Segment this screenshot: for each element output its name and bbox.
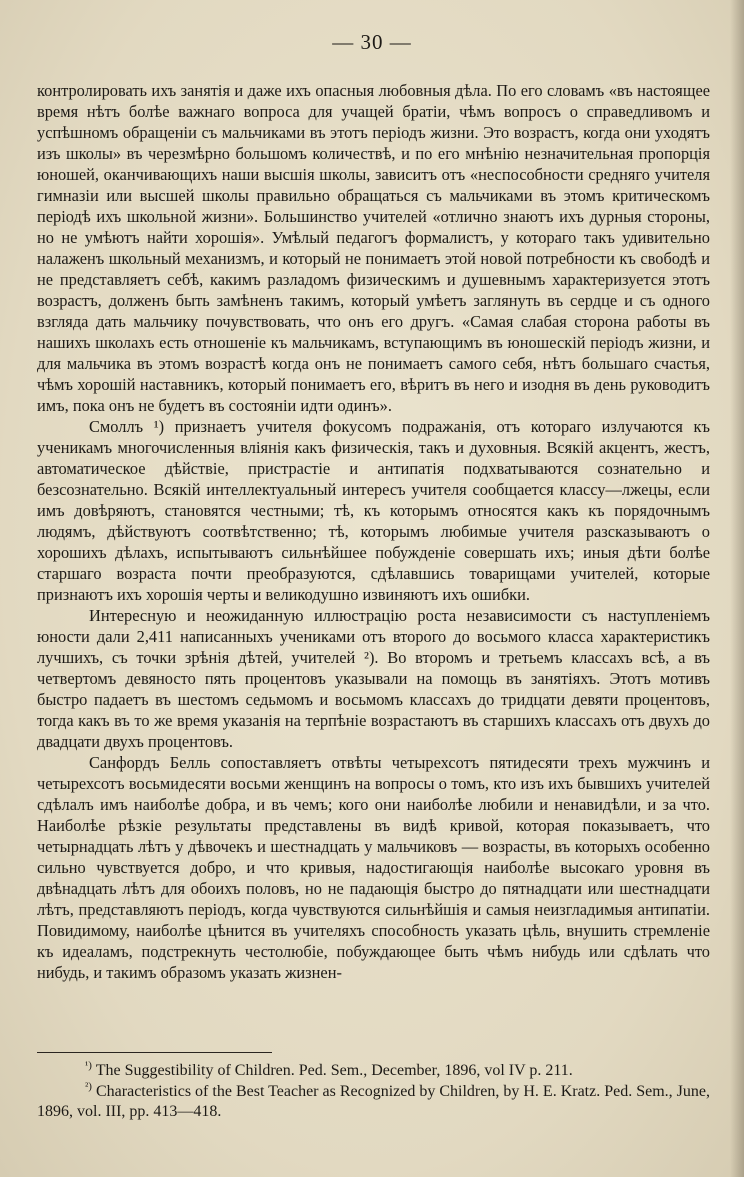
footnote-2-text: Characteristics of the Best Teacher as Recognized by Children, by H. E. Kratz. Ped. Sem., June, 1896, vol. III, pp. 413—418. (37, 1082, 711, 1120)
footnote-divider (37, 1052, 272, 1053)
page-edge-shadow (730, 0, 744, 1177)
footnote-1-text: The Suggestibility of Children. Ped. Sem., December, 1896, vol IV p. 211. (95, 1062, 573, 1079)
footnote-2 (37, 1082, 710, 1123)
footnote-1 (37, 1061, 710, 1082)
footnote-2-mark: ²) (85, 1080, 92, 1093)
main-text (37, 80, 710, 983)
paragraph-3: Интересную и неожиданную иллюстрацію роста независимости съ наступленіемъ юности дали 2,411 написанныхъ учениками отъ второго до восьмого класса характеристикъ лучшихъ, съ точки зрѣнія дѣтей, учителей ²). Во второмъ и третьемъ классахъ всѣ, а въ четвертомъ девяносто пять процентовъ указывали на помощь въ занятіяхъ. Этотъ мотивъ быстро падаетъ въ шестомъ седьмомъ и восьмомъ классахъ до тридцати девяти процентовъ, тогда какъ въ то же время указанія на терпѣніе возрастаютъ въ старшихъ классахъ отъ двухъ до двадцати двухъ процентовъ. (37, 606, 710, 751)
paragraph-4: Санфордъ Белль сопоставляетъ отвѣты четырехсотъ пятидесяти трехъ мужчинъ и четырехсотъ восьмидесяти восьми женщинъ на вопросы о томъ, кто изъ ихъ бывшихъ учителей сдѣлалъ имъ наиболѣе добра, и въ чемъ; кого они наиболѣе любили и ненавидѣли, и за что. Наиболѣе рѣзкіе результаты представлены въ видѣ кривой, которая показываетъ, что четырнадцать лѣтъ у дѣвочекъ и шестнадцать у мальчиковъ — возрасты, въ которыхъ особенно сильно чувствуется добро, и что кривыя, надостигающія наиболѣе высокаго уровня въ двѣнадцать лѣтъ для обоихъ половъ, но не падающія быстро до пятнадцати или шестнадцати лѣтъ, представляютъ періодъ, когда чувствуются сильнѣйшія и самыя неизгладимыя антипатіи. Повидимому, наиболѣе цѣнится въ учителяхъ способность указать цѣль, внушить стремленіе къ идеаламъ, подстрекнуть честолюбіе, побуждающее быть чѣмъ нибудь или сдѣлать что нибудь, и такимъ образомъ указать жизнен- (37, 753, 710, 982)
page-number: — 30 — (332, 30, 412, 54)
paragraph-2: Смоллъ ¹) признаетъ учителя фокусомъ подражанія, отъ котораго излучаются къ ученикамъ многочисленныя вліянія какъ физическія, такъ и духовныя. Всякій акцентъ, жестъ, автоматическое дѣйствіе, пристрастіе и антипатія подхватываются сознательно и безсознательно. Всякій интеллектуальный интересъ учителя сообщается классу—лжецы, если имъ довѣряютъ, становятся честными; тѣ, къ которымъ относятся какъ къ порядочнымъ людямъ, дѣйствуютъ соотвѣтственно; тѣ, которымъ любимые учителя разсказываютъ о хорошихъ дѣлахъ, испытываютъ сильнѣйшее побужденіе совершать ихъ; иныя дѣти болѣе старшаго возраста почти преобразуются, сдѣлавшись товарищами учителей, которые признаютъ ихъ хорошія черты и великодушно извиняютъ ихъ ошибки. (37, 417, 710, 604)
paragraph-1: контролировать ихъ занятія и даже ихъ опасныя любовныя дѣла. По его словамъ «въ настоящее время нѣтъ болѣе важнаго вопроса для учащей братіи, чѣмъ вопросъ о справедливомъ и успѣшномъ обращеніи съ мальчиками въ этотъ періодъ жизни. Это возрастъ, когда они уходятъ изъ школы» въ черезмѣрно большомъ количествѣ, и по его мнѣнію незначительная пропорція юношей, оканчивающихъ наши высшія школы, зависитъ отъ «неспособности средняго учителя гимназіи или высшей школы правильно обращаться съ мальчиками въ этомъ критическомъ періодѣ ихъ школьной жизни». Большинство учителей «отлично знаютъ ихъ дурныя стороны, но не умѣютъ найти хорошія». Умѣлый педагогъ формалистъ, у котораго такъ удивительно налаженъ школьный механизмъ, и который не понимаетъ этой новой потребности къ свободѣ и не представляетъ себѣ, какимъ разладомъ физическимъ и душевнымъ характеризуется этотъ возрастъ, долженъ быть замѣненъ такимъ, который умѣетъ заглянуть въ сердце и съ одного взгляда дать мальчику почувствовать, что онъ его другъ. «Самая слабая сторона работы въ нашихъ школахъ есть отношеніе къ мальчикамъ, вступающимъ въ юношескій періодъ жизни, и для мальчика въ этомъ возрастѣ когда онъ не понимаетъ самого себя, нѣтъ большаго счастья, чѣмъ хорошій наставникъ, который понимаетъ его, вѣритъ въ него и изодня въ день руководитъ имъ, пока онъ не будетъ въ состояніи идти одинъ». (37, 81, 710, 415)
footnotes (37, 1061, 710, 1123)
footnote-1-mark: ¹) (85, 1059, 92, 1072)
